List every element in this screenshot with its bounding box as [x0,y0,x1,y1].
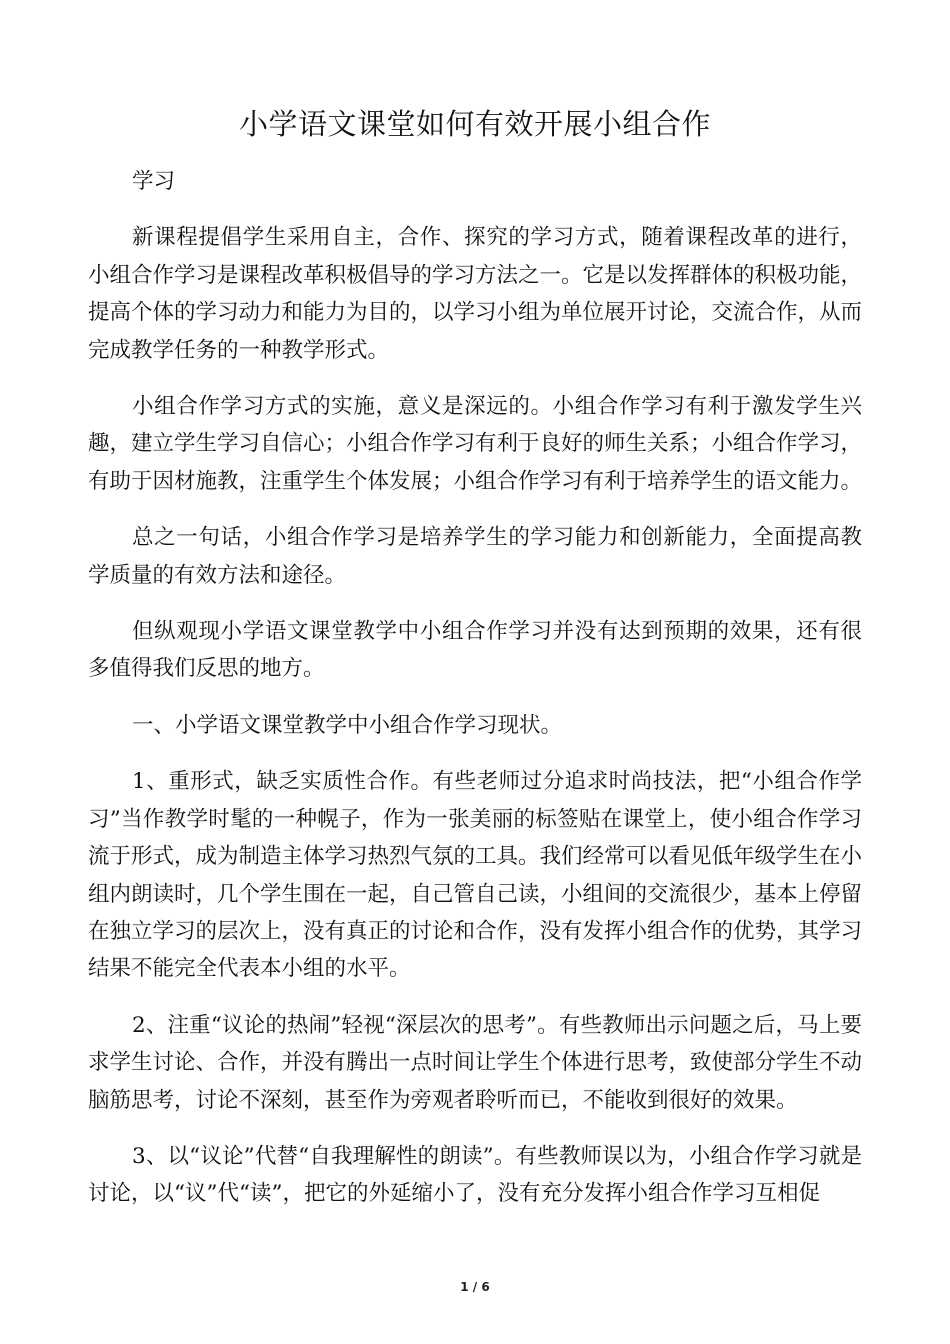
paragraph: 总之一句话，小组合作学习是培养学生的学习能力和创新能力，全面提高教学质量的有效方法和途径。 [88,525,862,588]
paragraph: 学习 [132,169,176,194]
paragraph: 新课程提倡学生采用自主，合作、探究的学习方式，随着课程改革的进行，小组合作学习是课程改革积极倡导的学习方法之一。它是以发挥群体的积极功能，提高个体的学习动力和能力为目的，以学习小组为单位展开讨论，交流合作，从而完成教学任务的一种教学形式。 [88,225,863,363]
section-heading: 一、小学语文课堂教学中小组合作学习现状。 [132,712,563,738]
paragraph: 2、注重“议论的热闹”轻视“深层次的思考”。有些教师出示问题之后，马上要求学生讨论、合作，并没有腾出一点时间让学生个体进行思考，致使部分学生不动脑筋思考，讨论不深刻，甚至作为旁观者聆听而已，不能收到很好的效果。 [88,1012,863,1113]
paragraph: 小组合作学习方式的实施，意义是深远的。小组合作学习有利于激发学生兴趣，建立学生学习自信心；小组合作学习有利于良好的师生关系；小组合作学习，有助于因材施教，注重学生个体发展；小组合作学习有利于培养学生的语文能力。 [88,394,863,494]
document-title: 小学语文课堂如何有效开展小组合作 [238,107,711,141]
paragraph: 1、重形式，缺乏实质性合作。有些老师过分追求时尚技法，把“小组合作学习”当作教学时髦的一种幌子，作为一张美丽的标签贴在课堂上，使小组合作学习流于形式，成为制造主体学习热烈气氛的工具。我们经常可以看见低年级学生在小组内朗读时，几个学生围在一起，自己管自己读，小组间的交流很少，基本上停留在独立学习的层次上，没有真正的讨论和合作，没有发挥小组合作的优势，其学习结果不能完全代表本小组的水平。 [88,769,863,982]
page-number: 1 / 6 [460,1280,490,1294]
document-body [88,163,862,1232]
paragraph: 3、以“议论”代替“自我理解性的朗读”。有些教师误以为，小组合作学习就是讨论，以“议”代“读”，把它的外延缩小了，没有充分发挥小组合作学习互相促 [88,1143,862,1207]
paragraph: 但纵观现小学语文课堂教学中小组合作学习并没有达到预期的效果，还有很多值得我们反思的地方。 [88,619,862,682]
